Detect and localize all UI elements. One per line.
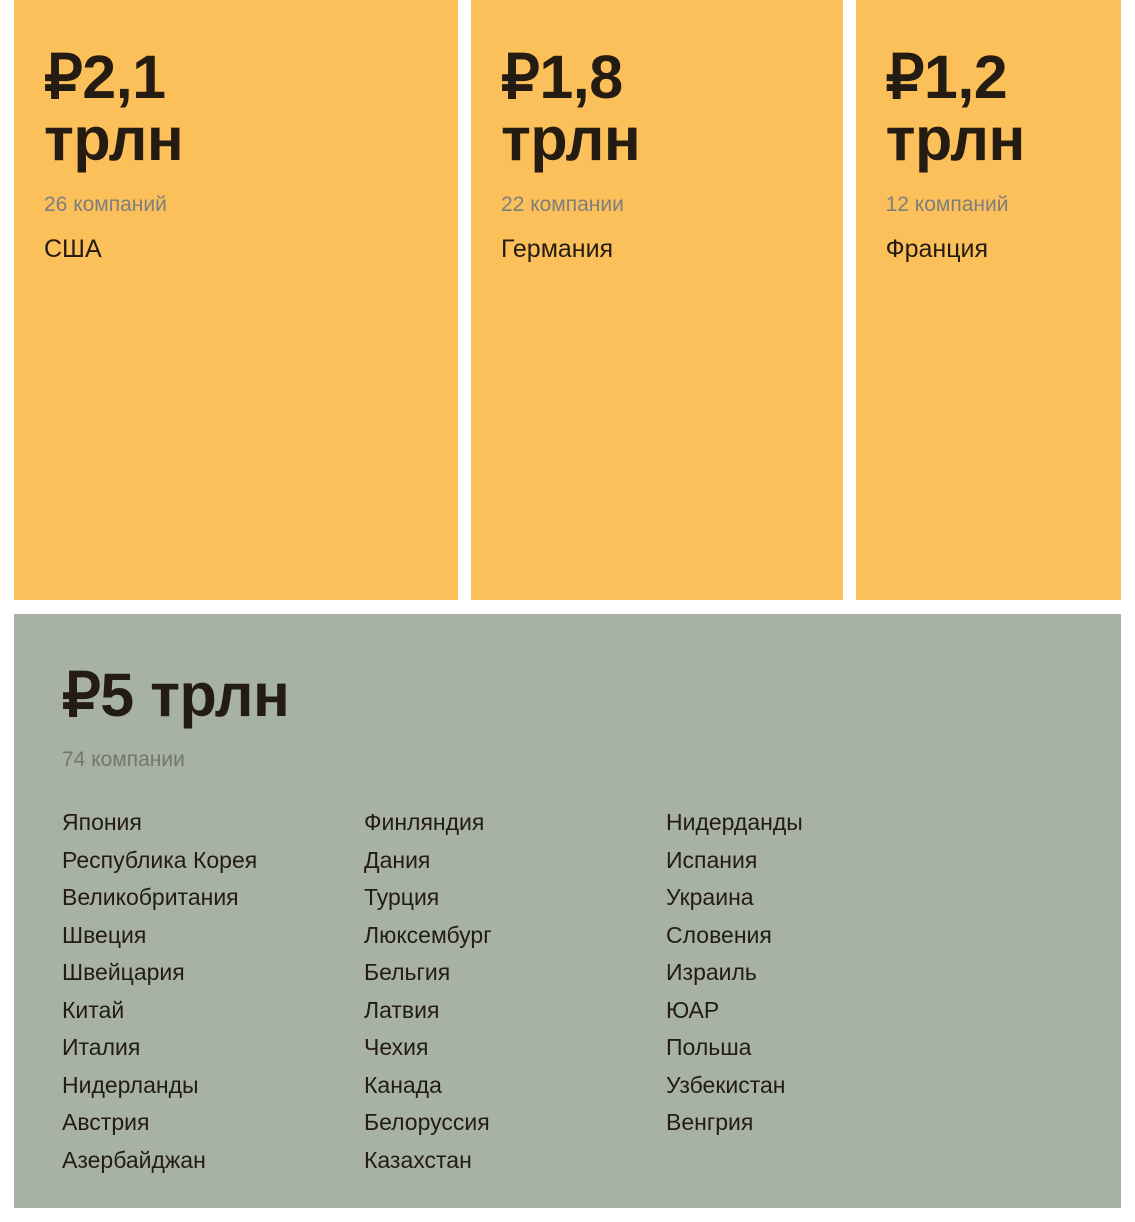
list-item: Узбекистан — [666, 1071, 786, 1098]
top-card-row — [0, 0, 1135, 600]
list-item: Китай — [62, 996, 125, 1023]
list-item: Казахстан — [364, 1146, 472, 1173]
list-item: Турция — [364, 884, 440, 911]
list-item: Нидерланды — [62, 1071, 199, 1098]
country-list — [62, 804, 1073, 1179]
list-item: Израиль — [666, 959, 757, 986]
list-item: Белоруссия — [364, 1109, 490, 1136]
card-country-name: США — [44, 234, 102, 263]
country-card-france — [856, 0, 1121, 600]
list-item: Украина — [666, 884, 754, 911]
list-item: Швеция — [62, 921, 147, 948]
card-country-name: Германия — [501, 234, 614, 263]
list-item: Канада — [364, 1071, 442, 1098]
list-item: Нидерданды — [666, 809, 803, 836]
card-companies-count: 26 компаний — [44, 193, 167, 217]
list-item: Дания — [364, 846, 431, 873]
list-item: Швейцария — [62, 959, 185, 986]
panel-amount: ₽5 трлн — [62, 661, 290, 729]
list-item: Польша — [666, 1034, 752, 1061]
list-item: Люксембург — [364, 921, 492, 948]
country-column-1 — [62, 804, 364, 1179]
list-item: Финляндия — [364, 809, 485, 836]
list-item: Республика Корея — [62, 846, 258, 873]
country-card-germany — [471, 0, 843, 600]
list-item: Испания — [666, 846, 758, 873]
list-item: Бельгия — [364, 959, 451, 986]
card-companies-count: 22 компании — [501, 193, 624, 217]
list-item: ЮАР — [666, 996, 720, 1023]
card-amount: ₽1,2 трлн — [885, 43, 1025, 174]
card-country-name: Франция — [885, 234, 989, 263]
country-column-3 — [666, 804, 803, 1179]
card-companies-count: 12 компаний — [885, 193, 1009, 217]
list-item: Латвия — [364, 996, 440, 1023]
list-item: Италия — [62, 1034, 141, 1061]
list-item: Австрия — [62, 1109, 150, 1136]
card-amount: ₽2,1 трлн — [44, 43, 184, 174]
panel-companies-count: 74 компании — [62, 748, 185, 772]
list-item: Чехия — [364, 1034, 429, 1061]
list-item: Азербайджан — [62, 1146, 206, 1173]
other-countries-panel — [14, 614, 1121, 1208]
card-amount: ₽1,8 трлн — [501, 43, 641, 174]
country-card-usa — [14, 0, 458, 600]
list-item: Япония — [62, 809, 142, 836]
country-column-2 — [364, 804, 666, 1179]
list-item: Великобритания — [62, 884, 239, 911]
list-item: Словения — [666, 921, 772, 948]
list-item: Венгрия — [666, 1109, 754, 1136]
